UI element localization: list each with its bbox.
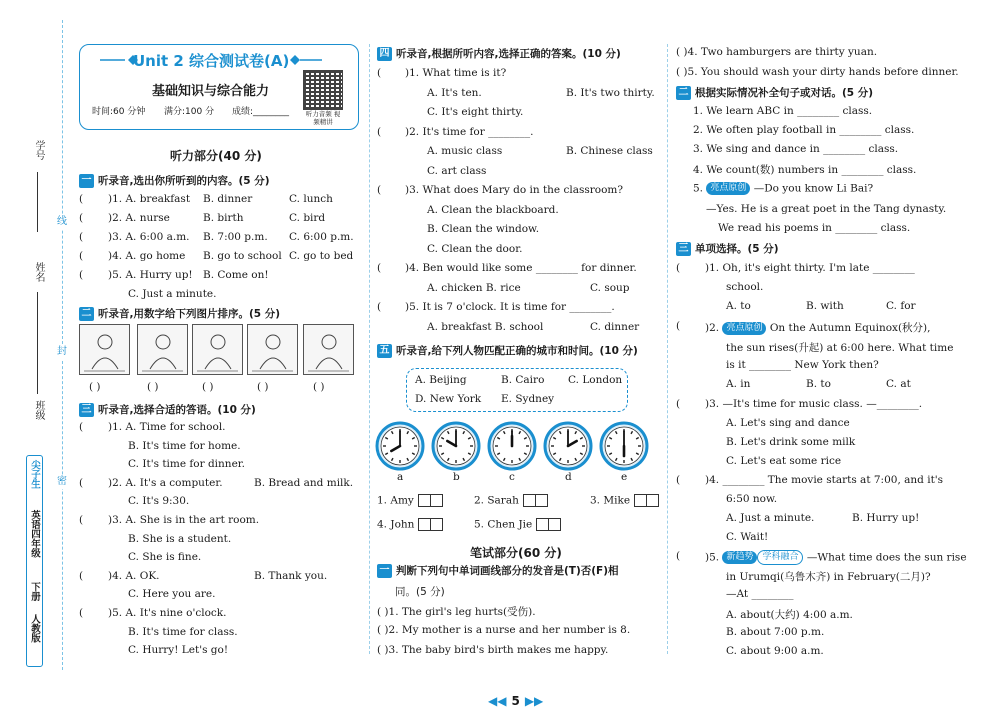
clock-label: a	[397, 471, 404, 483]
w3-q1-cont: school.	[726, 281, 764, 293]
l3-paren[interactable]: (	[79, 476, 84, 489]
l3-option: B. It's time for class.	[128, 625, 238, 638]
w3-q4-b: B. Hurry up!	[852, 512, 920, 524]
l4-option: C. It's eight thirty.	[427, 106, 524, 118]
clock-1	[377, 423, 423, 469]
l3-option: )3. A. She is in the art room.	[108, 514, 260, 526]
match-boxes	[419, 519, 443, 531]
l4-paren[interactable]: (	[377, 184, 382, 196]
w3-q1-a: A. to	[726, 300, 751, 312]
match-boxes	[537, 519, 561, 531]
l4-option: A. Clean the blackboard.	[427, 203, 559, 216]
city-option-b: B. Cairo	[501, 374, 545, 386]
l1-option-c: C. 6:00 p.m.	[289, 231, 354, 243]
banner-brand: 尖子生	[29, 460, 40, 489]
l1-option-c: C. lunch	[289, 193, 333, 205]
l3-paren[interactable]: (	[79, 514, 84, 526]
w3-q4-a: A. Just a minute.	[726, 512, 815, 524]
clock-3	[489, 423, 535, 469]
score-field[interactable]: 成绩:________	[232, 107, 290, 117]
column-divider-1	[369, 44, 370, 654]
w3-q5-tag1: 新趋势	[722, 551, 757, 564]
l1-option-a: )3. A. 6:00 a.m.	[108, 231, 190, 243]
match-row	[474, 494, 548, 507]
w3-q2-line3: is it ________ New York then?	[726, 359, 879, 371]
written-part-title: 笔试部分(60 分)	[470, 546, 562, 560]
listening-part-title: 听力部分(40 分)	[170, 149, 262, 163]
l1-option-a: )5. A. Hurry up!	[108, 269, 193, 281]
written-section-2-title	[676, 85, 873, 100]
page-subtitle: 基础知识与综合能力	[152, 84, 270, 99]
w3-q2-text: On the Autumn Equinox(秋分),	[769, 322, 931, 334]
l3-option: C. It's time for dinner.	[128, 458, 245, 471]
w2-sentence[interactable]: 4. We count(数) numbers in ________ class.	[693, 164, 917, 176]
section-4-text: 听录音,根据所听内容,选择正确的答案。(10 分)	[396, 48, 621, 60]
written-section-2-text: 根据实际情况补全句子或对话。(5 分)	[695, 87, 874, 99]
clocks-row	[370, 418, 660, 474]
l4-paren[interactable]: (	[377, 125, 382, 138]
l1-option-b: B. dinner	[203, 193, 253, 205]
page-number-value: 5	[511, 694, 520, 708]
clock-4	[545, 423, 591, 469]
w3-q4-paren[interactable]: (	[676, 474, 681, 486]
name-label: 姓名	[33, 262, 44, 282]
l1-option-a: )4. A. go home	[108, 250, 186, 262]
match-boxes	[524, 495, 548, 507]
l2-order-blank[interactable]: ( )	[202, 381, 214, 393]
city-option-d: D. New York	[415, 393, 482, 405]
page-title: Unit 2 综合测试卷(A)	[133, 52, 290, 70]
l1-option-b: B. go to school	[203, 250, 282, 262]
qr-code-icon[interactable]	[303, 70, 343, 110]
page-next-icon[interactable]: ▶▶	[524, 694, 544, 708]
l4-option: )5. It is 7 o'clock. It is time for ________.	[405, 301, 615, 313]
banner-grade: 英语四年级	[29, 510, 40, 558]
w2-sentence[interactable]: 2. We often play football in ________ class.	[693, 124, 915, 136]
match-time-box[interactable]	[430, 518, 443, 531]
l2-order-blank[interactable]: ( )	[313, 381, 325, 393]
l2-picture-5	[303, 324, 354, 375]
w3-q5-line3: —At ________	[726, 588, 794, 600]
w3-q5: )5. 新趋势 学科融合 —What time does the sun rise	[705, 551, 967, 564]
l1-option-a: )1. A. breakfast	[108, 193, 191, 205]
l4-option: A. breakfast B. school	[427, 320, 544, 333]
l3-option: )4. A. OK.	[108, 569, 160, 582]
w3-q3-a: A. Let's sing and dance	[726, 417, 850, 429]
column-divider-2	[667, 44, 668, 654]
w3-q5-paren[interactable]: (	[676, 550, 681, 562]
w3-q5-tag2: 学科融合	[757, 550, 803, 565]
section-1-text: 听录音,选出你所听到的内容。(5 分)	[98, 175, 270, 187]
city-option-e: E. Sydney	[501, 393, 555, 405]
l3-option: )2. A. It's a computer.	[108, 476, 223, 489]
city-option-c: C. London	[568, 374, 623, 386]
w3-q2-a: A. in	[726, 378, 751, 390]
time-limit: 时间:60 分钟	[92, 107, 146, 117]
l3-option: C. She is fine.	[128, 551, 202, 564]
l1-paren[interactable]: (	[79, 269, 84, 281]
w3-q1-c: C. for	[886, 300, 916, 312]
l3-option: C. Here you are.	[128, 588, 216, 601]
match-person: 1. Amy	[377, 494, 414, 507]
l1-option-b: B. birth	[203, 212, 244, 224]
l3-option-b: B. Bread and milk.	[254, 476, 354, 489]
class-line[interactable]	[37, 316, 38, 394]
l3-paren[interactable]: (	[79, 421, 84, 433]
match-time-box[interactable]	[548, 518, 561, 531]
l4-option: A. It's ten.	[427, 86, 482, 99]
l3-option-b: B. Thank you.	[254, 569, 328, 582]
match-time-box[interactable]	[535, 494, 548, 507]
l1-extra-option: C. Just a minute.	[128, 288, 217, 300]
written-section-1-text: 判断下列句中单词画线部分的发音是(T)否(F)相	[396, 565, 619, 577]
match-row	[377, 494, 443, 507]
w2-q5	[693, 182, 873, 195]
clock-5	[601, 423, 647, 469]
binding-char-line: 线	[57, 216, 67, 227]
section-2-text: 听录音,用数字给下列图片排序。(5 分)	[98, 308, 281, 320]
section-3-num: 三	[79, 403, 94, 417]
w3-q1: )1. Oh, it's eight thirty. I'm late ________	[705, 262, 915, 274]
written-section-3-title	[676, 241, 779, 256]
l1-paren[interactable]: (	[79, 193, 84, 205]
l2-picture-3	[192, 324, 243, 375]
w3-q2-line2: the sun rises(升起) at 6:00 here. What time	[726, 342, 954, 354]
w1-statement[interactable]: ( )3. The baby bird's birth makes me happy.	[377, 644, 609, 656]
match-row	[377, 518, 443, 531]
w2-sentence[interactable]: 1. We learn ABC in ________ class.	[693, 105, 873, 117]
w3-q5-text: —What time does the sun rise	[806, 551, 967, 564]
written-section-3-text: 单项选择。(5 分)	[695, 243, 779, 255]
section-5-num: 五	[377, 344, 392, 358]
l3-option: )1. A. Time for school.	[108, 421, 226, 433]
l2-order-blank[interactable]: ( )	[257, 381, 269, 393]
l3-paren[interactable]: (	[79, 569, 84, 582]
w3-q5-c: C. about 9:00 a.m.	[726, 645, 824, 657]
w3-q3-paren[interactable]: (	[676, 398, 681, 410]
l1-paren[interactable]: (	[79, 231, 84, 243]
l2-order-blank[interactable]: ( )	[147, 381, 159, 393]
w3-q2-paren[interactable]: (	[676, 320, 681, 332]
binding-char-seal: 封	[57, 346, 67, 357]
section-3-text: 听录音,选择合适的答语。(10 分)	[98, 404, 256, 416]
match-row	[590, 494, 659, 507]
l1-paren[interactable]: (	[79, 212, 84, 224]
banner-volume: 下册	[29, 582, 40, 601]
l3-option: C. Hurry! Let's go!	[128, 644, 229, 657]
w2-q5-text: —Do you know Li Bai?	[753, 182, 874, 195]
match-person: 5. Chen Jie	[474, 518, 533, 531]
l3-option: C. It's 9:30.	[128, 495, 190, 508]
w2-sentence[interactable]: 3. We sing and dance in ________ class.	[693, 143, 899, 155]
match-boxes	[419, 495, 443, 507]
clock-label: b	[453, 471, 460, 483]
match-person: 3. Mike	[590, 494, 631, 507]
l1-option-a: )2. A. nurse	[108, 212, 170, 224]
page-prev-icon[interactable]: ◀◀	[488, 694, 507, 708]
l2-picture-2	[137, 324, 188, 375]
binding-char-secret: 密	[57, 476, 67, 487]
written-section-2-num: 二	[676, 86, 691, 100]
l3-option: )5. A. It's nine o'clock.	[108, 607, 227, 619]
class-label: 班级	[33, 400, 44, 420]
w3-q2-tag: 亮点原创	[722, 322, 766, 335]
l2-picture-1	[79, 324, 130, 375]
qr-caption: 听力音频 视频精讲	[305, 110, 341, 126]
l4-option: C. art class	[427, 164, 487, 177]
w1-statement[interactable]: ( )2. My mother is a nurse and her number is 8.	[377, 624, 631, 636]
banner-edition: 人教版	[29, 614, 40, 643]
match-boxes	[635, 495, 659, 507]
section-2-num: 二	[79, 307, 94, 321]
w3-q4: )4. ________ The movie starts at 7:00, and it's	[705, 474, 944, 486]
l1-paren[interactable]: (	[79, 250, 84, 262]
l4-option: A. chicken B. rice	[427, 281, 521, 294]
full-score: 满分:100 分	[164, 107, 215, 117]
w3-q2-c: C. at	[886, 378, 911, 390]
match-person: 2. Sarah	[474, 494, 519, 507]
clock-2	[433, 423, 479, 469]
w1-statement[interactable]: ( )1. The girl's leg hurts(受伤).	[377, 606, 536, 618]
w3-q3-b: B. Let's drink some milk	[726, 436, 856, 448]
student-id-line[interactable]	[37, 172, 38, 232]
page-number	[488, 694, 543, 708]
l4-option: )1. What time is it?	[405, 67, 507, 79]
written-section-1-num: 一	[377, 564, 392, 578]
l4-paren[interactable]: (	[377, 301, 382, 313]
w2-q5-line2: —Yes. He is a great poet in the Tang dynasty.	[706, 203, 947, 215]
match-time-box[interactable]	[430, 494, 443, 507]
w2-q5-num: 5.	[693, 182, 704, 195]
w3-q3-c: C. Let's eat some rice	[726, 455, 842, 467]
match-time-box[interactable]	[646, 494, 659, 507]
w3-q4-c: C. Wait!	[726, 531, 769, 543]
section-2-title	[79, 306, 280, 321]
l1-option-c: C. go to bed	[289, 250, 354, 262]
l4-option-b: B. It's two thirty.	[566, 86, 655, 99]
l4-option: )4. Ben would like some ________ for dinner.	[405, 262, 637, 274]
student-id-label: 学号	[33, 140, 44, 160]
clock-label: c	[509, 471, 515, 483]
w3-q1-paren[interactable]: (	[676, 262, 681, 274]
l4-paren[interactable]: (	[377, 67, 382, 79]
w2-q5-line3: We read his poems in ________ class.	[718, 222, 911, 234]
l3-paren[interactable]: (	[79, 607, 84, 619]
w3-q5-a: A. about(大约) 4:00 a.m.	[726, 609, 853, 621]
city-option-a: A. Beijing	[415, 374, 467, 386]
l4-option: A. music class	[427, 145, 503, 157]
l1-option-b: B. Come on!	[203, 269, 269, 281]
section-1-num: 一	[79, 174, 94, 188]
section-3-title	[79, 402, 256, 417]
l4-paren[interactable]: (	[377, 262, 382, 274]
section-1-title	[79, 173, 270, 188]
written-section-1-text-cont: 同。(5 分)	[395, 586, 445, 598]
w3-q3: )3. —It's time for music class. —________.	[705, 398, 923, 410]
l4-option-b: C. soup	[590, 281, 630, 294]
written-section-3-num: 三	[676, 242, 691, 256]
match-person: 4. John	[377, 518, 415, 531]
w3-q4-cont: 6:50 now.	[726, 493, 778, 505]
l4-option: )2. It's time for ________.	[405, 125, 534, 138]
section-5-text: 听录音,给下列人物匹配正确的城市和时间。(10 分)	[396, 345, 638, 357]
w3-q2-b: B. to	[806, 378, 831, 390]
w3-q5-b: B. about 7:00 p.m.	[726, 626, 825, 638]
match-row	[474, 518, 561, 531]
l4-option: B. Clean the window.	[427, 223, 540, 235]
l2-order-blank[interactable]: ( )	[89, 381, 101, 393]
l4-option-b: B. Chinese class	[566, 145, 653, 157]
w1-statement[interactable]: ( )4. Two hamburgers are thirty yuan.	[676, 46, 878, 58]
w3-q5-line2: in Urumqi(乌鲁木齐) in February(二月)?	[726, 571, 931, 583]
section-4-title	[377, 46, 621, 61]
w1-statement[interactable]: ( )5. You should wash your dirty hands before dinner.	[676, 66, 959, 78]
l1-option-c: C. bird	[289, 212, 326, 224]
section-4-num: 四	[377, 47, 392, 61]
l2-picture-4	[247, 324, 298, 375]
l1-option-b: B. 7:00 p.m.	[203, 231, 268, 243]
w3-q1-b: B. with	[806, 300, 844, 312]
w3-q2: )2. 亮点原创 On the Autumn Equinox(秋分),	[705, 322, 931, 334]
l4-option-b: C. dinner	[590, 320, 640, 333]
l4-option: )3. What does Mary do in the classroom?	[405, 184, 624, 196]
clock-label: e	[621, 471, 628, 483]
l3-option: B. She is a student.	[128, 532, 232, 545]
l3-option: B. It's time for home.	[128, 439, 241, 452]
l4-option: C. Clean the door.	[427, 242, 523, 255]
clock-label: d	[565, 471, 572, 483]
section-5-title	[377, 343, 638, 358]
written-section-1-title	[377, 563, 619, 578]
w2-q5-tag: 亮点原创	[706, 182, 750, 195]
side-banner	[26, 455, 43, 667]
